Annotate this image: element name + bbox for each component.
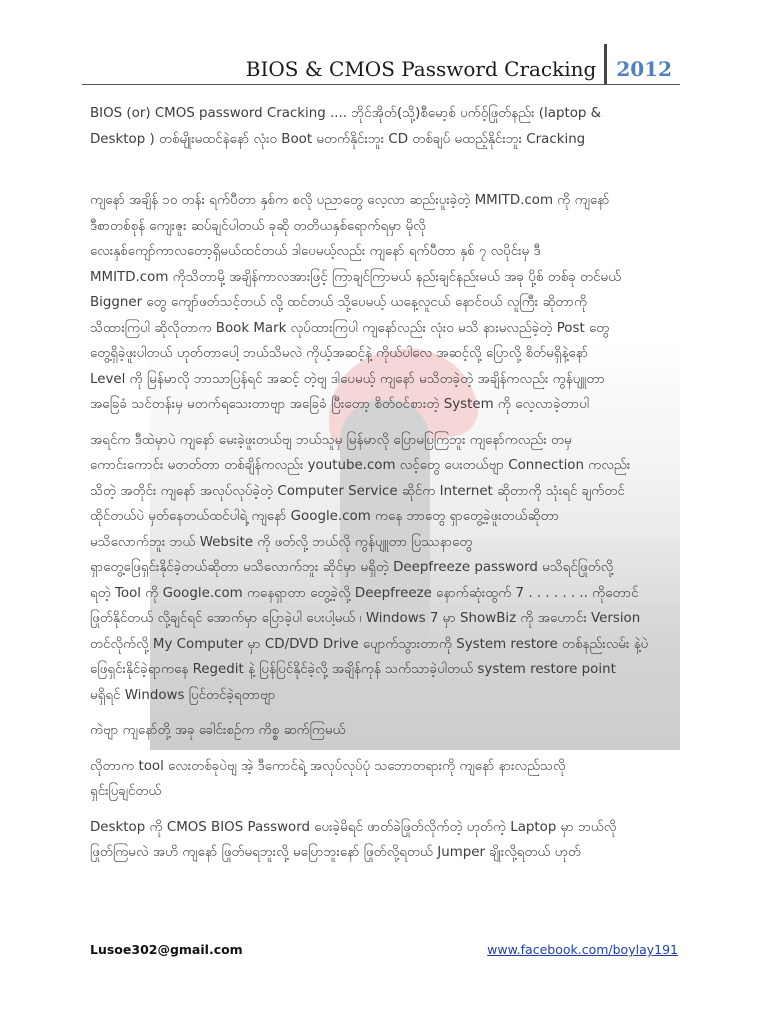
header-year: 2012: [616, 57, 672, 81]
intro-paragraph: BIOS (or) CMOS password Cracking .... ဘိုင်အိုတ်(သို့)စီမော့စ် ပက်ဝ့်ဖြုတ်နည်း (laptop & Desktop ) တစ်မျိုးမထင်နဲနော် လုံးဝ Boot မတက်နိုင်းဘူး CD တစ်ချပ် မထည့်နိုင်းဘူး Cracking: [90, 106, 602, 147]
body-content: [90, 101, 680, 866]
paragraph-5: Desktop ကို CMOS BIOS Password ပေးခဲ့မိရင် ဖာတ်ခဲဖြုတ်လိုက်တဲ့ ဟုတ်ကဲ့ Laptop မှာ ဘယ်လို ဖြုတ်ကြမလဲ အဟိ ကျနော် ဖြုတ်မရဘူးလို့ မပြောဘူးနော် ဖြုတ်လို့ရတယ် Jumper ချိုးလို့ရတယ် ဟုတ်: [90, 819, 617, 860]
paragraph-2: အရင်က ဒီထဲမှာပဲ ကျနော် မေးခဲ့ဖူးတယ်ဗျ ဘယ်သူမှ မြန်မာလို ပြောမပြကြဘူး ကျနော်ကလည်း တမှ ကောင်းကောင်း မတတ်တာ တစ်ချိန်ကလည်း youtube.com လင့်တွေ ပေးတယ်ဗျာ Connection ကလည်း သိတဲ့ အတိုင်း ကျနော် အလုပ်လုပ်ခဲ့တဲ့ Computer Service ဆိုင်က Internet ဆိုတာကို သုံးရင် ချက်တင် ထိုင်တယ်ပဲ မှတ်နေတယ်ထင်ပါရဲ့ ကျနော် Google.com ကနေ ဘာတွေ ရှာတွေ့ခဲ့ဖူးတယ်ဆိုတာ မသိလောက်ဘူး ဘယ် Website ကို ဖတ်လို့ ဘယ်လို ကွန်ပျူတာ ပြဿနာတွေ ရှာတွေ့ဖြေရှင်းနိုင်ခဲ့တယ်ဆိုတာ မသိလောက်ဘူး ဆိုင်မှာ မရှိတဲ့ Deepfreeze password မသိရင်ဖြုတ်လို့ ရတဲ့ Tool ကို Google.com ကနေရှာတာ တွေ့ခဲ့လို့ Deepfreeze နောက်ဆုံးထွက် 7 . . . . . . .. ကိုတောင် ဖြုတ်နိုင်တယ် လို့ချင်ရင် အောက်မှာ ပြောခဲ့ပါ ပေးပါ့မယ် ၊ Windows 7 မှာ ShowBiz ကို အဟောင်း Version တင်လိုက်လို့ My Computer မှာ CD/DVD Drive ပျောက်သွားတာကို System restore တစ်နည်းလမ်း နဲ့ပဲ ဖြေရှင်းနိုင်ခဲ့ရာကနေ Regedit နဲ့ ပြန်ပြင်နိုင်ခဲ့လို့ အချိန်ကုန် သက်သာခဲ့ပါတယ် system restore point မရှိရင် Windows ပြင်တင်ခဲ့ရတာဗျာ: [90, 432, 649, 703]
footer-facebook-link[interactable]: www.facebook.com/boylay191: [487, 942, 678, 957]
paragraph-3: ကဲဗျာ ကျနော်တို့ အခု ခေါင်းစဉ်က ကိစ္စ ဆက်ကြမယ်: [90, 723, 346, 738]
page-header: [246, 44, 672, 84]
header-rule: [82, 84, 680, 85]
header-title: BIOS & CMOS Password Cracking: [245, 57, 597, 81]
paragraph-1: ကျနော် အချိန် ၁၀ တန်း ရက်ပီတာ နှစ်က စလို ပညာတွေ လေ့လာ ဆည်းပူးခဲ့တဲ့ MMITD.com ကို ကျနော် ဒီစာတစ်စုန် ကျေးဇူး ဆပ်ချင်ပါတယ် ခုဆို တတိယနှစ်ရောက်ရမှာ မိုလို လေးနှစ်ကျော်ကာလတော့ရှိမယ်ထင်တယ် ဒါပေမယ့်လည်း ကျနော် ရက်ပီတာ နှစ် ၇ လပိုင်းမှ ဒီ MMITD.com ကိုသိတာမို့ အချိန်ကာလအားဖြင့် ကြာချင်ကြာမယ် နည်းချင်နည်းမယ် အခု ပို့စ် တစ်ခု တင်မယ် Biggner တွေ ကျော်ဖတ်သင့်တယ် လို့ ထင်တယ် သို့ပေမယ့် ယနေ့လူငယ် နောင်ဝယ် လူကြီး ဆိုတာကို သိထားကြပါ ဆိုလိုတာက Book Mark လုပ်ထားကြပါ ကျနော်လည်း လုံးဝ မသိ နားမလည်ခဲ့တဲ့ Post တွေ တွေ့ရှိခဲ့ဖူးပါတယ် ဟုတ်တာပေါ့ ဘယ်သိမလဲ ကိုယ့်အဆင့်နဲ့ ကိုယ်ပါလေ အဆင့်လို့ ပြောလို့ စိတ်မရှိနဲ့နော် Level ကို မြန်မာလို ဘာသာပြန်ရင် အဆင့် တဲ့ဗျ ဒါပေမယ့် ကျနော် မသိတခဲ့တဲ့ အချိန်ကလည်း ကွန်ပျူတာ အခြေခံ သင်တန်းမှ မတက်ရသေးတာဗျာ အခြေခံ ပြီးတော့ စိတ်ဝင်စားတဲ့ System ကို လေ့လာခဲ့တာပါ: [90, 193, 622, 412]
footer-email: Lusoe302@gmail.com: [90, 942, 243, 957]
paragraph-4: လိုတာက tool လေးတစ်ခုပဲဗျ အဲ့ ဒီကောင်ရဲ့ အလုပ်လုပ်ပုံ သဘောတရားကို ကျနော် နားလည်သလို ရှင်းပြချင်တယ်: [90, 758, 566, 799]
